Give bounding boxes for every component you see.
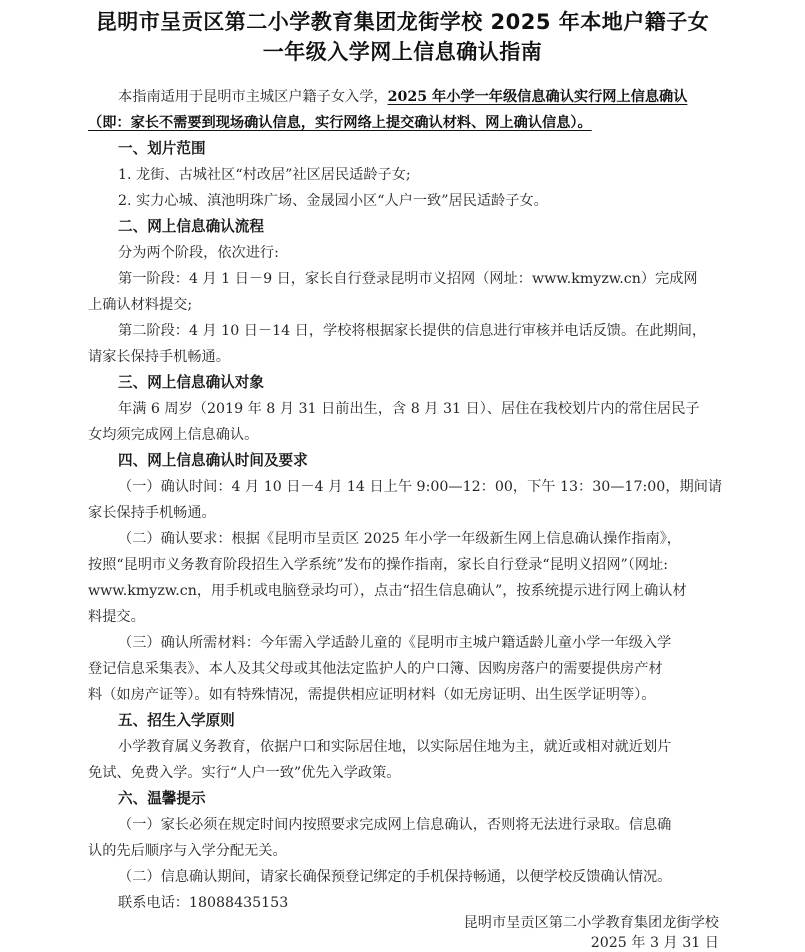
intro-emphasis-1: 2025 年小学一年级信息确认实行网上信息确认 xyxy=(387,89,688,105)
section-4-line: （三）确认所需材料：今年需入学适龄儿童的《昆明市主城户籍适龄儿童小学一年级入学 xyxy=(118,635,672,651)
section-2-line: 分为两个阶段，依次进行: xyxy=(118,245,279,261)
intro-line-1 xyxy=(118,88,687,106)
intro-emphasis-2: （即：家长不需要到现场确认信息，实行网络上提交确认材料、网上确认信息）。 xyxy=(88,115,592,131)
signature-organization: 昆明市呈贡区第二小学教育集团龙街学校 xyxy=(463,915,719,931)
section-6-line: （一）家长必须在规定时间内按照要求完成网上信息确认，否则将无法进行录取。信息确 xyxy=(118,817,672,833)
section-2-line: 第一阶段：4 月 1 日－9 日，家长自行登录昆明市义招网（网址：www.kmyzw.cn）完成网 xyxy=(118,271,698,287)
section-4-line: 按照“昆明市义务教育阶段招生入学系统”发布的操作指南，家长自行登录“昆明义招网”（网址: xyxy=(88,557,669,573)
section-6-heading: 六、温馨提示 xyxy=(118,790,206,807)
section-4-line: 登记信息采集表》、本人及其父母或其他法定监护人的户口簿、因购房落户的需要提供房产材 xyxy=(88,661,663,677)
intro-line-2 xyxy=(88,114,592,132)
section-2-line: 上确认材料提交; xyxy=(88,297,193,313)
intro-text: 本指南适用于昆明市主城区户籍子女入学， xyxy=(118,89,388,105)
document-title-line-1: 昆明市呈贡区第二小学教育集团龙街学校 2025 年本地户籍子女 xyxy=(95,10,710,34)
section-4-line: 料（如房产证等）。如有特殊情况，需提供相应证明材料（如无房证明、出生医学证明等）。 xyxy=(88,687,656,703)
section-4-line: 家长保持手机畅通。 xyxy=(88,505,216,521)
section-1-heading: 一、划片范围 xyxy=(118,140,206,157)
section-4-line: 料提交。 xyxy=(88,609,145,625)
section-2-heading: 二、网上信息确认流程 xyxy=(118,218,264,235)
document-title-line-2: 一年级入学网上信息确认指南 xyxy=(262,40,543,64)
section-5-line: 小学教育属义务教育，依据户口和实际居住地，以实际居住地为主，就近或相对就近划片 xyxy=(118,739,672,755)
section-2-line: 请家长保持手机畅通。 xyxy=(88,349,230,365)
contact-phone: 联系电话：18088435153 xyxy=(118,895,289,911)
signature-date: 2025 年 3 月 31 日 xyxy=(590,935,719,951)
section-4-heading: 四、网上信息确认时间及要求 xyxy=(118,452,308,469)
section-4-line: www.kmyzw.cn，用手机或电脑登录均可），点击“招生信息确认”，按系统提示进行网上确认材 xyxy=(88,583,687,599)
section-6-line: 认的先后顺序与入学分配无关。 xyxy=(88,843,287,859)
section-3-line: 女均须完成网上信息确认。 xyxy=(88,427,259,443)
section-1-item-2: 2. 实力心城、滇池明珠广场、金晟园小区“人户一致”居民适龄子女。 xyxy=(118,193,548,209)
section-5-heading: 五、招生入学原则 xyxy=(118,712,235,729)
section-4-line: （一）确认时间：4 月 10 日－4 月 14 日上午 9:00—12：00，下午 13：30—17:00，期间请 xyxy=(118,479,723,495)
section-6-line: （二）信息确认期间，请家长确保预登记绑定的手机保持畅通，以便学校反馈确认情况。 xyxy=(118,869,672,885)
section-3-line: 年满 6 周岁（2019 年 8 月 31 日前出生，含 8 月 31 日）、居住在我校划片内的常住居民子 xyxy=(118,401,700,417)
section-1-item-1: 1. 龙街、古城社区“村改居”社区居民适龄子女; xyxy=(118,167,411,183)
section-3-heading: 三、网上信息确认对象 xyxy=(118,374,264,391)
section-4-line: （二）确认要求：根据《昆明市呈贡区 2025 年小学一年级新生网上信息确认操作指南》， xyxy=(118,531,681,547)
section-2-line: 第二阶段：4 月 10 日－14 日，学校将根据家长提供的信息进行审核并电话反馈。在此期间， xyxy=(118,323,707,339)
section-5-line: 免试、免费入学。实行“人户一致”优先入学政策。 xyxy=(88,765,401,781)
